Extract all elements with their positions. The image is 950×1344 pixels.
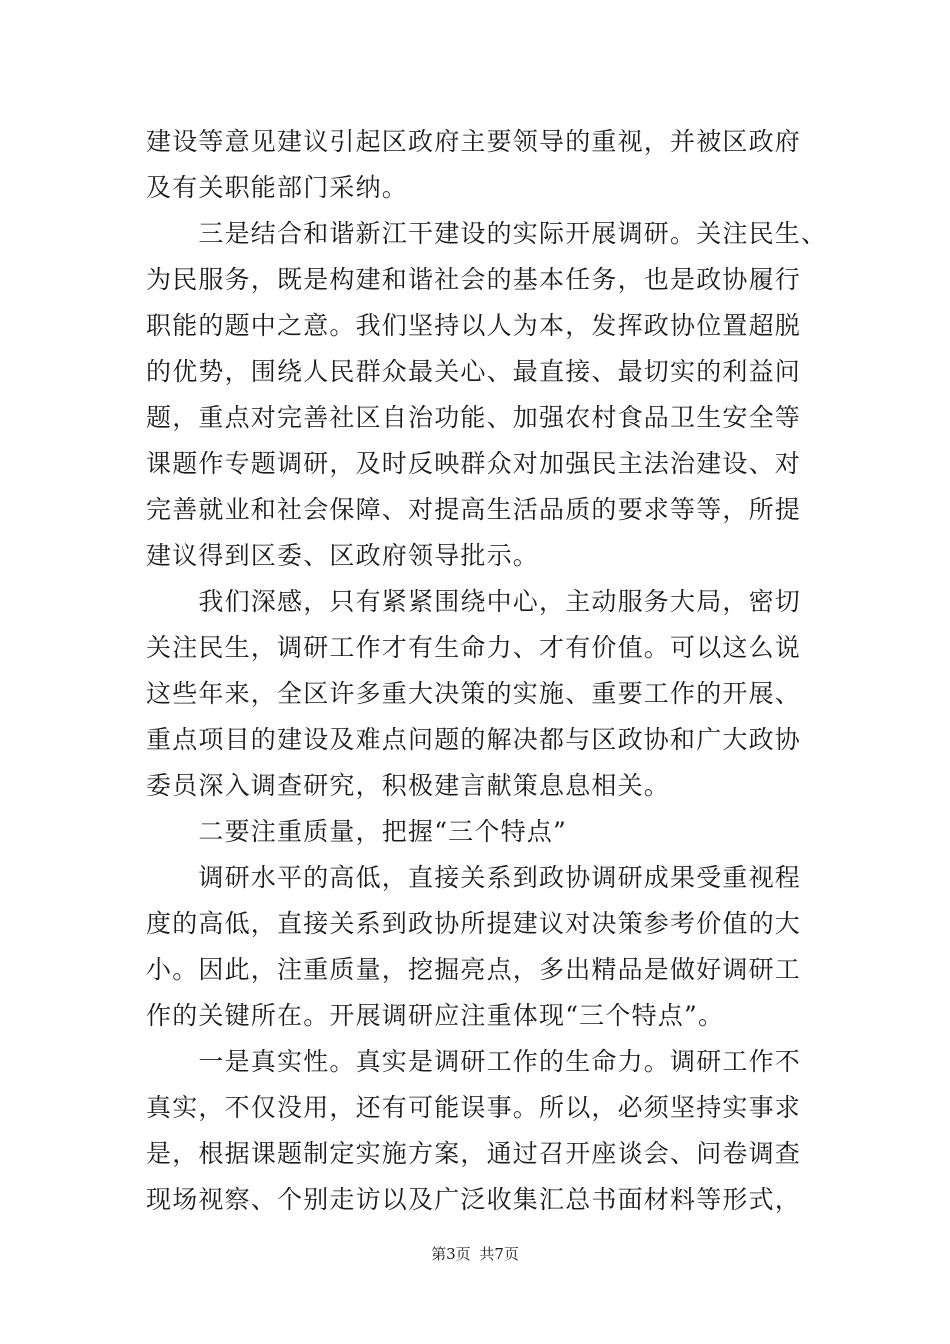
text-line: 真实，不仅没用，还有可能误事。所以，必须坚持实事求 bbox=[146, 1093, 802, 1122]
text-line: 题，重点对完善社区自治功能、加强农村食品卫生安全等 bbox=[146, 403, 802, 432]
text-line: 及有关职能部门采纳。 bbox=[146, 173, 409, 202]
section-heading: 二要注重质量，把握“三个特点” bbox=[146, 817, 567, 846]
text-line: 关注民生，调研工作才有生命力、才有价值。可以这么说 bbox=[146, 633, 802, 662]
text-line: 委员深入调查研究，积极建言献策息息相关。 bbox=[146, 771, 671, 800]
text-line: 的优势，围绕人民群众最关心、最直接、最切实的利益问 bbox=[146, 357, 802, 386]
page-total: 共7页 bbox=[479, 1245, 519, 1263]
text-line: 职能的题中之意。我们坚持以人为本，发挥政协位置超脱 bbox=[146, 311, 802, 340]
text-line: 小。因此，注重质量，挖掘亮点，多出精品是做好调研工 bbox=[146, 955, 802, 984]
text-line: 三是结合和谐新江干建设的实际开展调研。关注民生、 bbox=[146, 219, 828, 248]
text-line: 完善就业和社会保障、对提高生活品质的要求等等，所提 bbox=[146, 495, 802, 524]
text-line: 作的关键所在。开展调研应注重体现“三个特点”。 bbox=[146, 1001, 725, 1030]
page-footer bbox=[0, 1244, 950, 1264]
text-line: 我们深感，只有紧紧围绕中心，主动服务大局，密切 bbox=[146, 587, 802, 616]
text-line: 这些年来，全区许多重大决策的实施、重要工作的开展、 bbox=[146, 679, 802, 708]
text-line: 度的高低，直接关系到政协所提建议对决策参考价值的大 bbox=[146, 909, 802, 938]
text-line: 建议得到区委、区政府领导批示。 bbox=[146, 541, 540, 570]
text-line: 一是真实性。真实是调研工作的生命力。调研工作不 bbox=[146, 1047, 802, 1076]
text-line: 重点项目的建设及难点问题的解决都与区政协和广大政协 bbox=[146, 725, 802, 754]
text-line: 课题作专题调研，及时反映群众对加强民主法治建设、对 bbox=[146, 449, 802, 478]
page-number: 第3页 bbox=[431, 1245, 471, 1263]
text-line: 调研水平的高低，直接关系到政协调研成果受重视程 bbox=[146, 863, 802, 892]
text-line: 建设等意见建议引起区政府主要领导的重视，并被区政府 bbox=[146, 127, 802, 156]
text-line: 为民服务，既是构建和谐社会的基本任务，也是政协履行 bbox=[146, 265, 802, 294]
text-line: 是，根据课题制定实施方案，通过召开座谈会、问卷调查 bbox=[146, 1139, 802, 1168]
text-line: 现场视察、个别走访以及广泛收集汇总书面材料等形式， bbox=[146, 1185, 802, 1214]
